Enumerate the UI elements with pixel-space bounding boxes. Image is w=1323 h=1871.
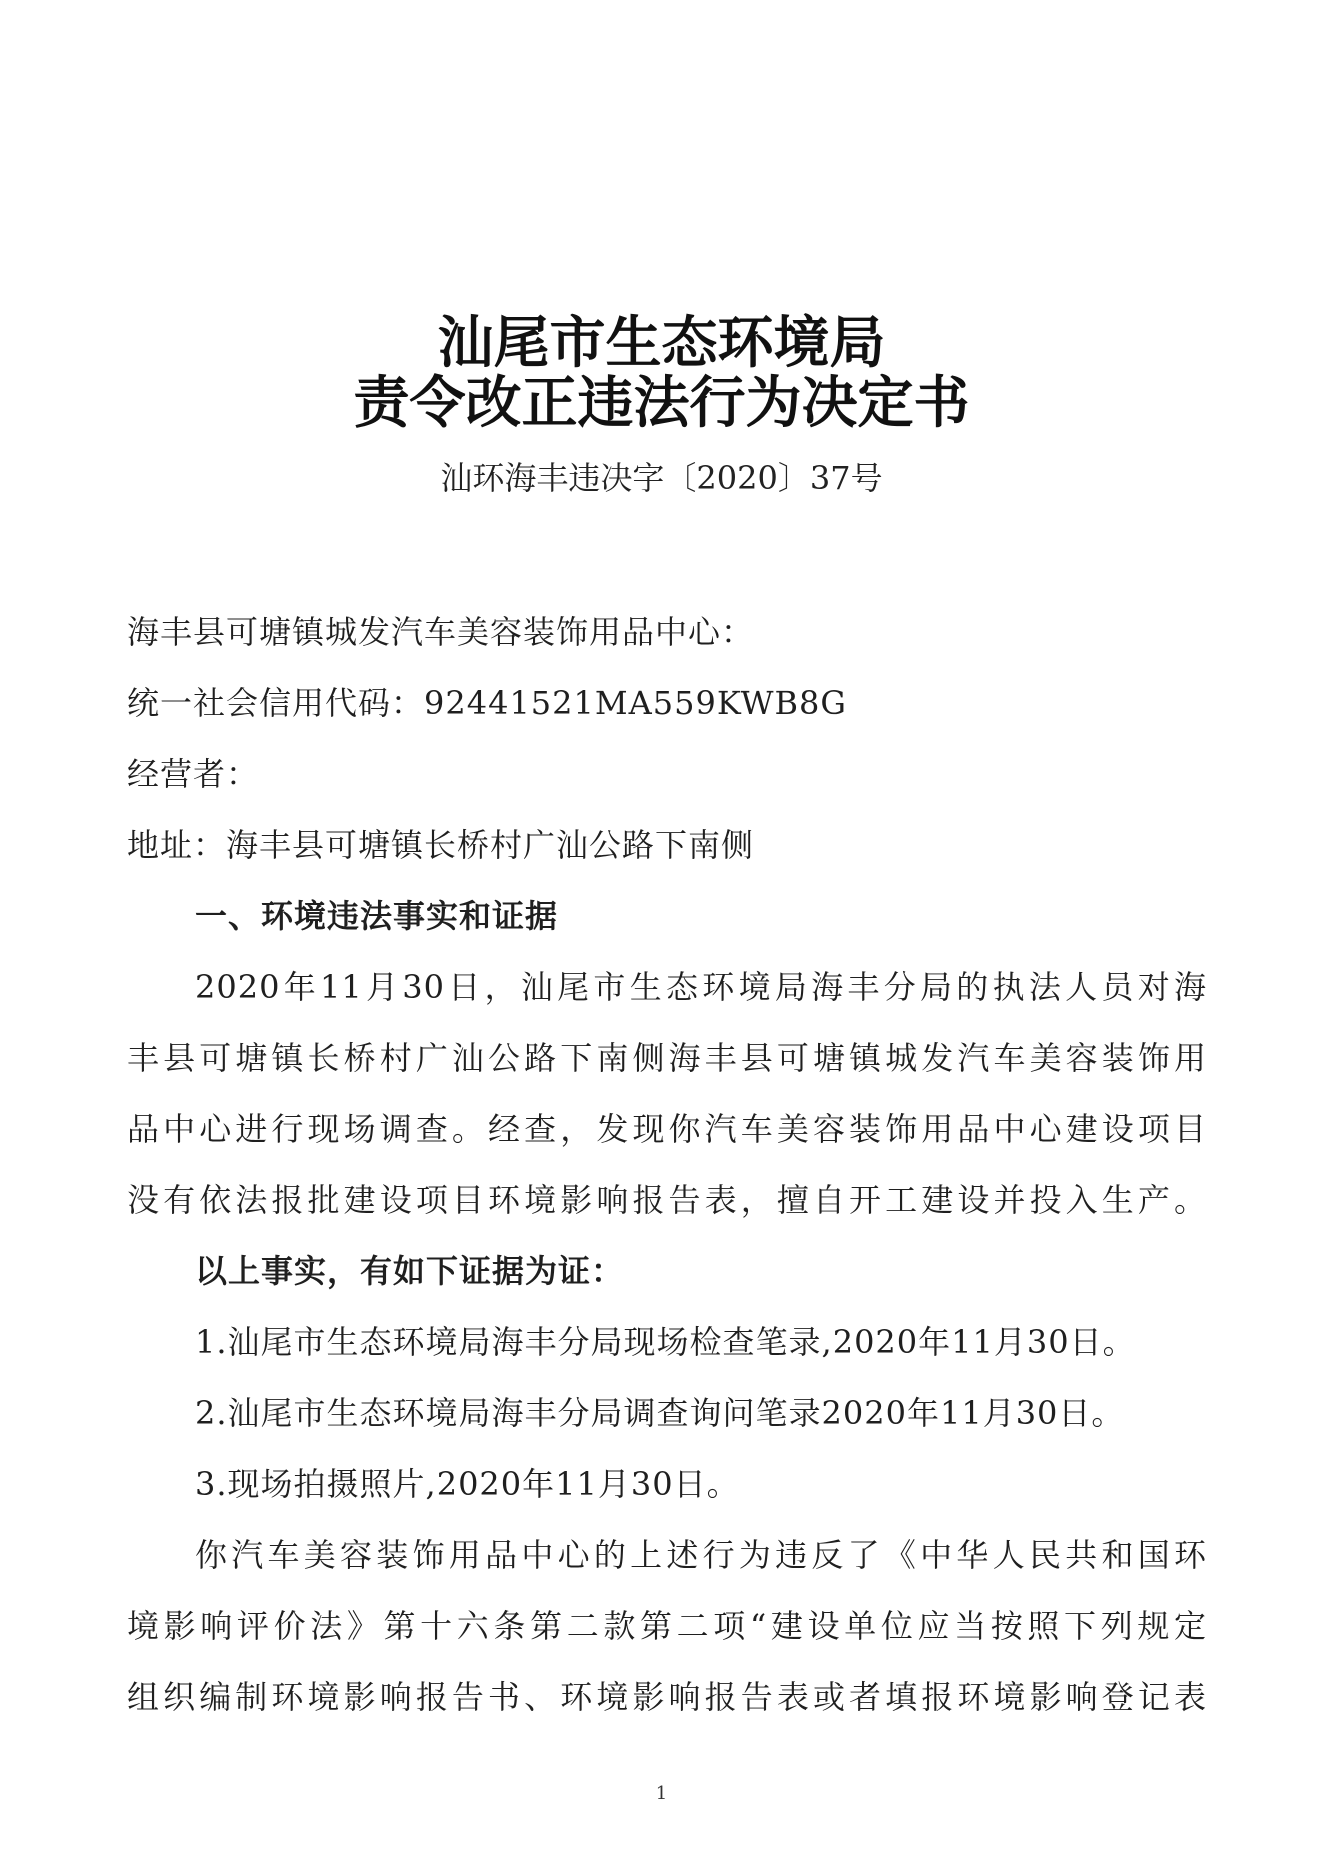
paragraph-line: 境影响评价法》第十六条第二款第二项“建设单位应当按照下列规定 [127,1607,1207,1645]
section-heading: 一、环境违法事实和证据 [195,897,559,935]
paragraph-line: 品中心进行现场调查。经查，发现你汽车美容装饰用品中心建设项目 [127,1110,1207,1148]
party-name: 海丰县可塘镇城发汽车美容装饰用品中心： [127,613,755,651]
credit-code: 统一社会信用代码：92441521MA559KWB8G [127,684,847,722]
document-title-agency: 汕尾市生态环境局 [437,311,886,376]
address: 地址：海丰县可塘镇长桥村广汕公路下南侧 [127,826,755,864]
evidence-item: 1.汕尾市生态环境局海丰分局现场检查笔录,2020年11月30日。 [195,1323,1136,1361]
paragraph-line: 没有依法报批建设项目环境影响报告表，擅自开工建设并投入生产。 [127,1181,1207,1219]
paragraph-line: 组织编制环境影响报告书、环境影响报告表或者填报环境影响登记表 [127,1678,1207,1716]
paragraph-line: 丰县可塘镇长桥村广汕公路下南侧海丰县可塘镇城发汽车美容装饰用 [127,1039,1207,1077]
paragraph-line: 2020年11月30日，汕尾市生态环境局海丰分局的执法人员对海 [195,968,1207,1006]
document-title: 责令改正违法行为决定书 [353,371,970,436]
evidence-heading: 以上事实，有如下证据为证： [195,1252,625,1290]
operator: 经营者： [127,755,260,793]
evidence-item: 2.汕尾市生态环境局海丰分局调查询问笔录2020年11月30日。 [195,1394,1125,1432]
page-number: 1 [655,1783,668,1804]
paragraph-line: 你汽车美容装饰用品中心的上述行为违反了《中华人民共和国环 [195,1536,1207,1574]
evidence-item: 3.现场拍摄照片,2020年11月30日。 [195,1465,740,1503]
document-number: 汕环海丰违决字〔2020〕37号 [440,459,883,497]
